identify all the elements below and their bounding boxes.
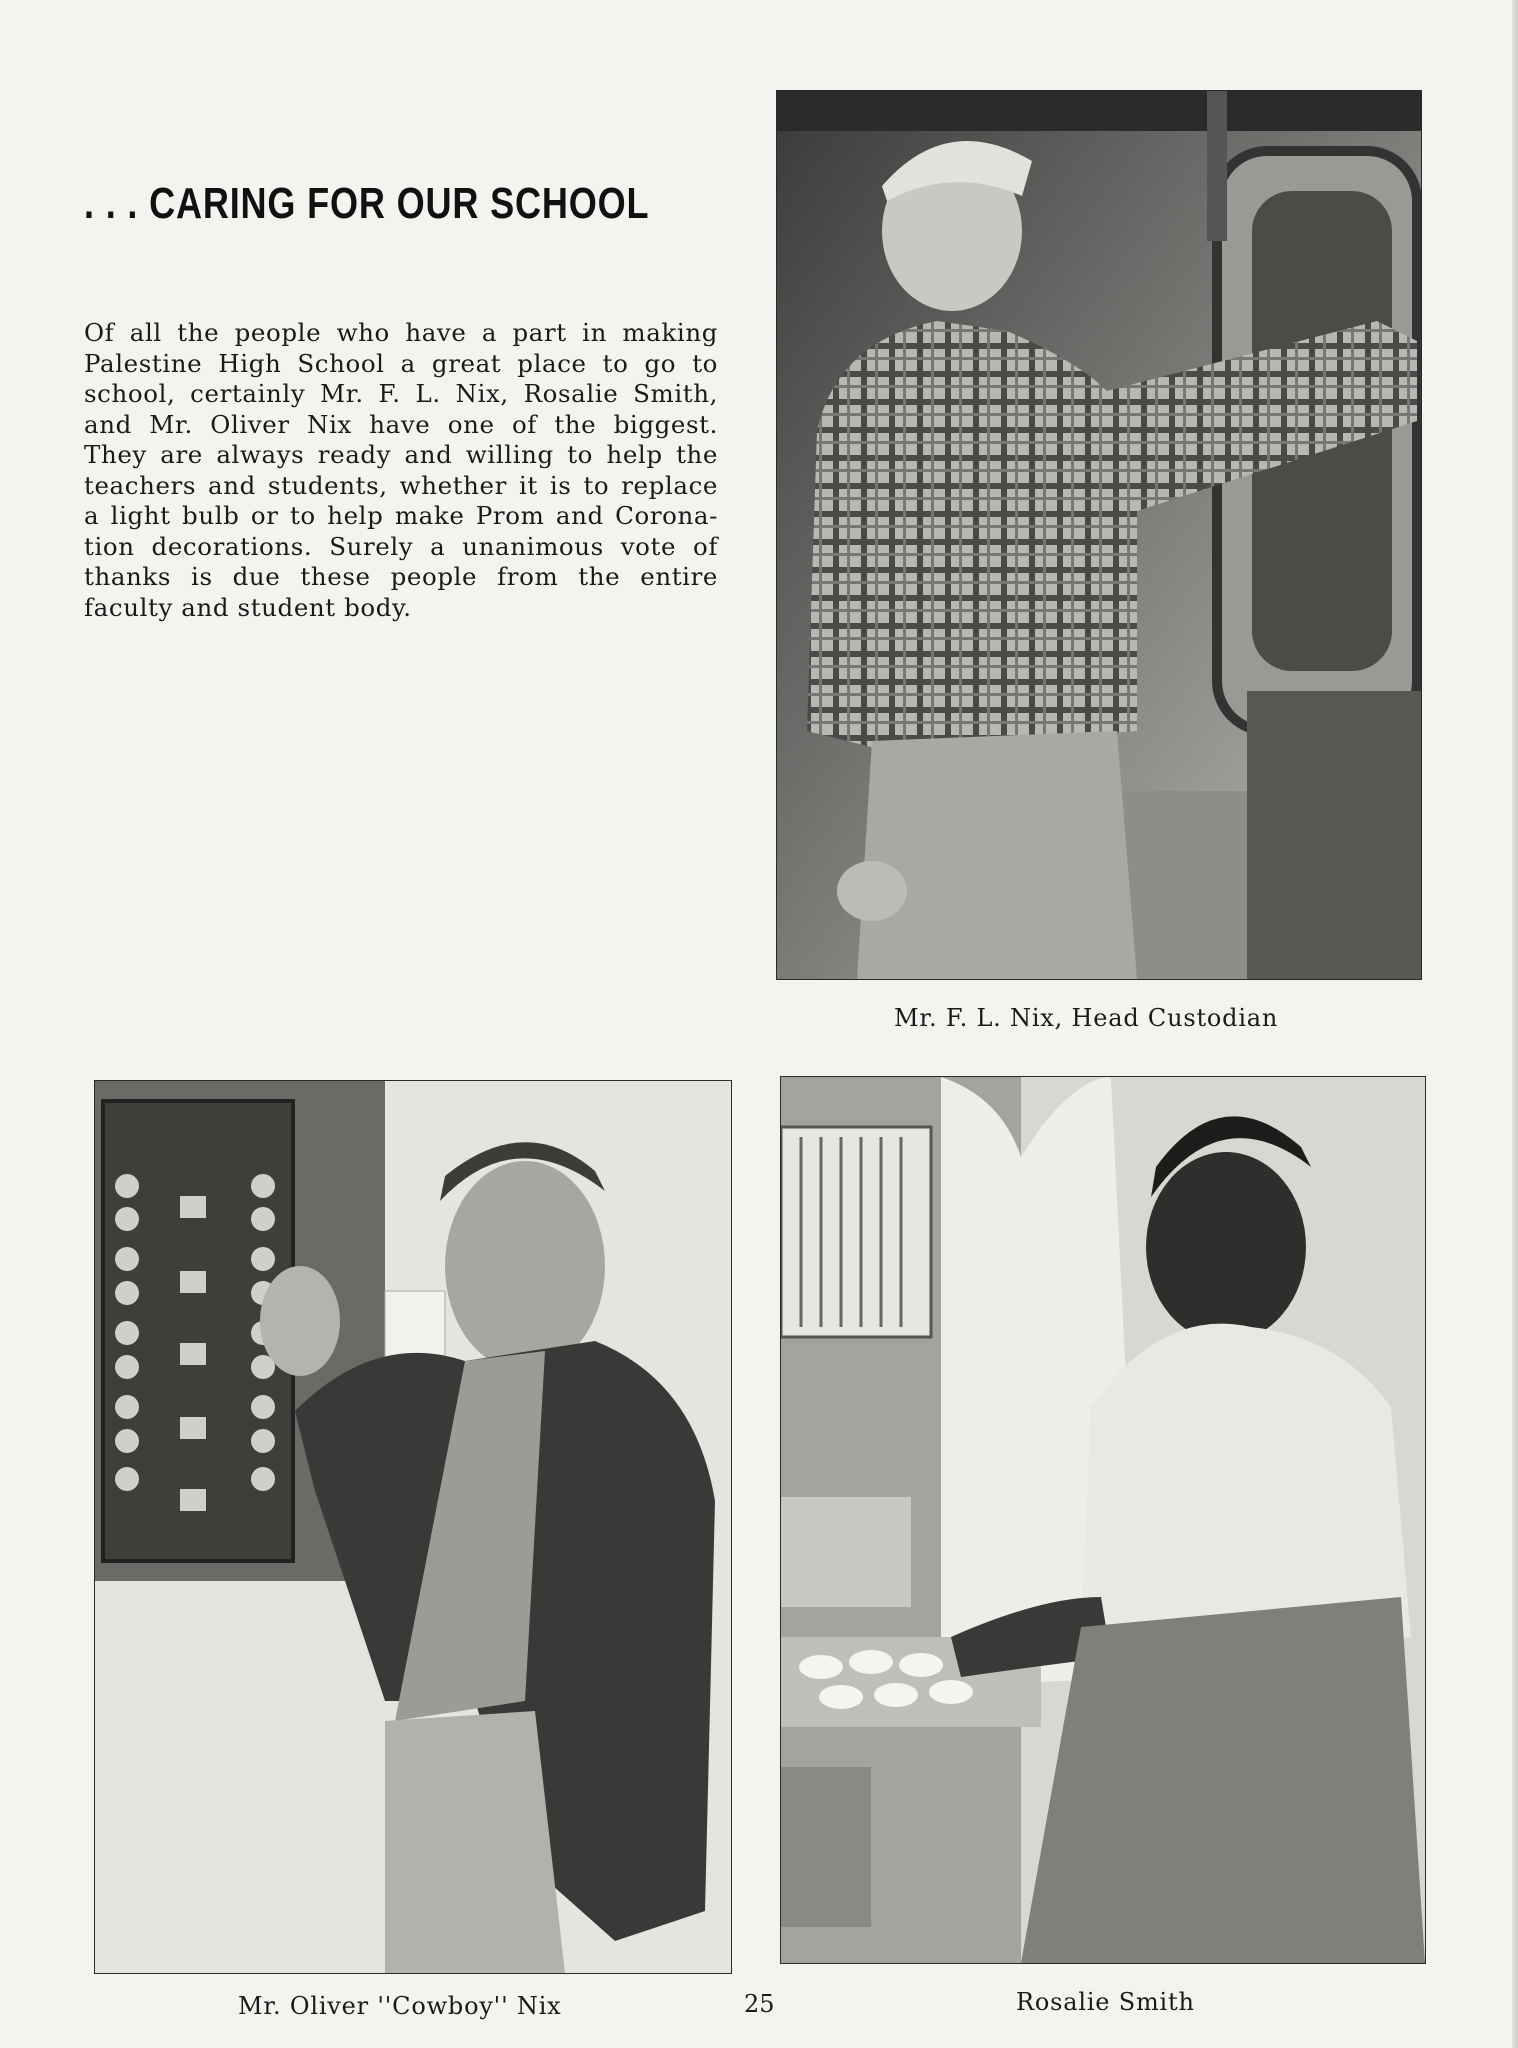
paragraph-line: school, certainly Mr. F. L. Nix, Rosalie Smith, — [84, 379, 718, 408]
paragraph-line: faculty and student body. — [84, 592, 412, 622]
paragraph-line: a light bulb or to help make Prom and Corona- — [84, 501, 718, 530]
paragraph-line: Of all the people who have a part in making — [84, 318, 718, 347]
paragraph-line: tion decorations. Surely a unanimous vote of — [84, 531, 718, 561]
page-title: . . . CARING FOR OUR SCHOOL — [84, 179, 650, 229]
paragraph-line: They are always ready and willing to help the — [84, 440, 718, 469]
photo-oliver-nix-image — [95, 1081, 731, 1973]
paragraph-line: thanks is due these people from the entire — [84, 562, 718, 591]
page-number: 25 — [744, 1990, 775, 2018]
paragraph-line: Palestine High School a great place to go to — [84, 348, 718, 378]
page-edge — [1512, 0, 1518, 2048]
caption-rosalie-smith: Rosalie Smith — [1016, 1988, 1195, 2016]
photo-rosalie-smith-image — [781, 1077, 1425, 1963]
photo-oliver-nix — [94, 1080, 732, 1974]
caption-fl-nix: Mr. F. L. Nix, Head Custodian — [894, 1004, 1279, 1032]
photo-rosalie-smith — [780, 1076, 1426, 1964]
paragraph-line: and Mr. Oliver Nix have one of the biggest. — [84, 409, 718, 439]
photo-fl-nix-image — [777, 91, 1421, 979]
caption-oliver-nix: Mr. Oliver ''Cowboy'' Nix — [238, 1992, 562, 2020]
paragraph-line: teachers and students, whether it is to replace — [84, 470, 718, 500]
intro-paragraph — [84, 318, 718, 623]
photo-fl-nix — [776, 90, 1422, 980]
